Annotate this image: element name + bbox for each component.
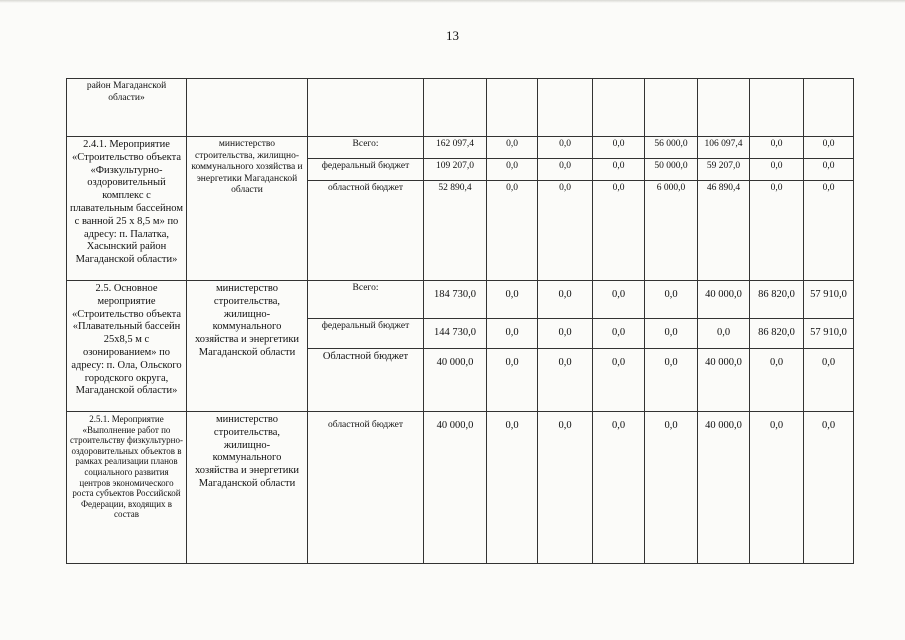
- value-cell: [538, 79, 593, 137]
- value-cell: 0,0: [645, 319, 698, 349]
- value-cell: [487, 79, 538, 137]
- value-cell: 0,0: [593, 412, 645, 564]
- value-cell: 52 890,4: [424, 181, 487, 281]
- value-cell: [698, 79, 750, 137]
- value-cell: 0,0: [538, 319, 593, 349]
- value-cell: 0,0: [593, 137, 645, 159]
- value-cell: [593, 79, 645, 137]
- page-number: 13: [446, 28, 459, 43]
- value-cell: [750, 79, 804, 137]
- value-cell: [424, 79, 487, 137]
- value-cell: 0,0: [804, 181, 854, 281]
- value-cell: 40 000,0: [698, 349, 750, 412]
- value-cell: 57 910,0: [804, 319, 854, 349]
- value-cell: 0,0: [487, 137, 538, 159]
- event-name-cell: 2.5.1. Мероприятие «Выполнение работ по строительству физкультурно-оздоровительных объектов в рамках реализации планов социального развития центров экономического роста субъектов Российской Федерации, входящих в состав: [67, 412, 187, 564]
- value-cell: [645, 79, 698, 137]
- value-cell: 0,0: [538, 159, 593, 181]
- source-label-cell: федеральный бюджет: [308, 159, 424, 181]
- event-name-cell: район Магаданской области»: [67, 79, 187, 137]
- event-name-cell: 2.5. Основное мероприятие «Строительство объекта «Плавательный бассейн 25х8,5 м с озонированием» по адресу: п. Ола, Ольского городского округа, Магаданской области»: [67, 281, 187, 412]
- value-cell: 0,0: [487, 349, 538, 412]
- value-cell: 0,0: [593, 281, 645, 319]
- value-cell: 0,0: [750, 412, 804, 564]
- value-cell: 46 890,4: [698, 181, 750, 281]
- source-label-cell: Всего:: [308, 137, 424, 159]
- executor-cell: министерство строительства, жилищно-коммунального хозяйства и энергетики Магаданской области: [187, 137, 308, 281]
- value-cell: 40 000,0: [698, 281, 750, 319]
- value-cell: 0,0: [750, 137, 804, 159]
- value-cell: 0,0: [645, 349, 698, 412]
- value-cell: 0,0: [487, 159, 538, 181]
- value-cell: 86 820,0: [750, 281, 804, 319]
- table-row-2-4-1-total: [67, 137, 854, 159]
- value-cell: 0,0: [538, 281, 593, 319]
- value-cell: 0,0: [645, 412, 698, 564]
- value-cell: 0,0: [698, 319, 750, 349]
- value-cell: 0,0: [487, 181, 538, 281]
- budget-table: [66, 78, 854, 564]
- source-label-cell: Областной бюджет: [308, 349, 424, 412]
- source-label-cell: [308, 79, 424, 137]
- value-cell: 0,0: [750, 349, 804, 412]
- scan-edge: [0, 0, 905, 3]
- table-row-2-5-total: [67, 281, 854, 319]
- value-cell: 40 000,0: [424, 412, 487, 564]
- executor-cell: министерство строительства, жилищно-коммунального хозяйства и энергетики Магаданской области: [187, 412, 308, 564]
- value-cell: 0,0: [804, 412, 854, 564]
- value-cell: 0,0: [593, 181, 645, 281]
- value-cell: 162 097,4: [424, 137, 487, 159]
- table-body: [67, 79, 854, 564]
- table-row-continuation: [67, 79, 854, 137]
- value-cell: 86 820,0: [750, 319, 804, 349]
- value-cell: 0,0: [487, 412, 538, 564]
- source-label-cell: федеральный бюджет: [308, 319, 424, 349]
- executor-cell: [187, 79, 308, 137]
- value-cell: 50 000,0: [645, 159, 698, 181]
- table-row-2-5-1-regional: [67, 412, 854, 564]
- value-cell: 40 000,0: [424, 349, 487, 412]
- value-cell: 0,0: [593, 319, 645, 349]
- value-cell: [804, 79, 854, 137]
- value-cell: 184 730,0: [424, 281, 487, 319]
- value-cell: 0,0: [487, 319, 538, 349]
- value-cell: 0,0: [538, 181, 593, 281]
- value-cell: 0,0: [593, 159, 645, 181]
- value-cell: 59 207,0: [698, 159, 750, 181]
- value-cell: 0,0: [750, 181, 804, 281]
- value-cell: 0,0: [538, 412, 593, 564]
- executor-cell: министерство строительства, жилищно-коммунального хозяйства и энергетики Магаданской области: [187, 281, 308, 412]
- value-cell: 0,0: [804, 349, 854, 412]
- value-cell: 0,0: [538, 349, 593, 412]
- source-label-cell: Всего:: [308, 281, 424, 319]
- value-cell: 56 000,0: [645, 137, 698, 159]
- source-label-cell: областной бюджет: [308, 412, 424, 564]
- value-cell: 0,0: [538, 137, 593, 159]
- value-cell: 0,0: [750, 159, 804, 181]
- value-cell: 0,0: [804, 137, 854, 159]
- value-cell: 57 910,0: [804, 281, 854, 319]
- value-cell: 0,0: [645, 281, 698, 319]
- value-cell: 40 000,0: [698, 412, 750, 564]
- value-cell: 109 207,0: [424, 159, 487, 181]
- value-cell: 144 730,0: [424, 319, 487, 349]
- source-label-cell: областной бюджет: [308, 181, 424, 281]
- value-cell: 0,0: [804, 159, 854, 181]
- value-cell: 0,0: [487, 281, 538, 319]
- value-cell: 0,0: [593, 349, 645, 412]
- event-name-cell: 2.4.1. Мероприятие «Строительство объекта «Физкультурно-оздоровительный комплекс с плавательным бассейном с ванной 25 х 8,5 м» по адресу: п. Палатка, Хасынский район Магаданской области»: [67, 137, 187, 281]
- value-cell: 6 000,0: [645, 181, 698, 281]
- value-cell: 106 097,4: [698, 137, 750, 159]
